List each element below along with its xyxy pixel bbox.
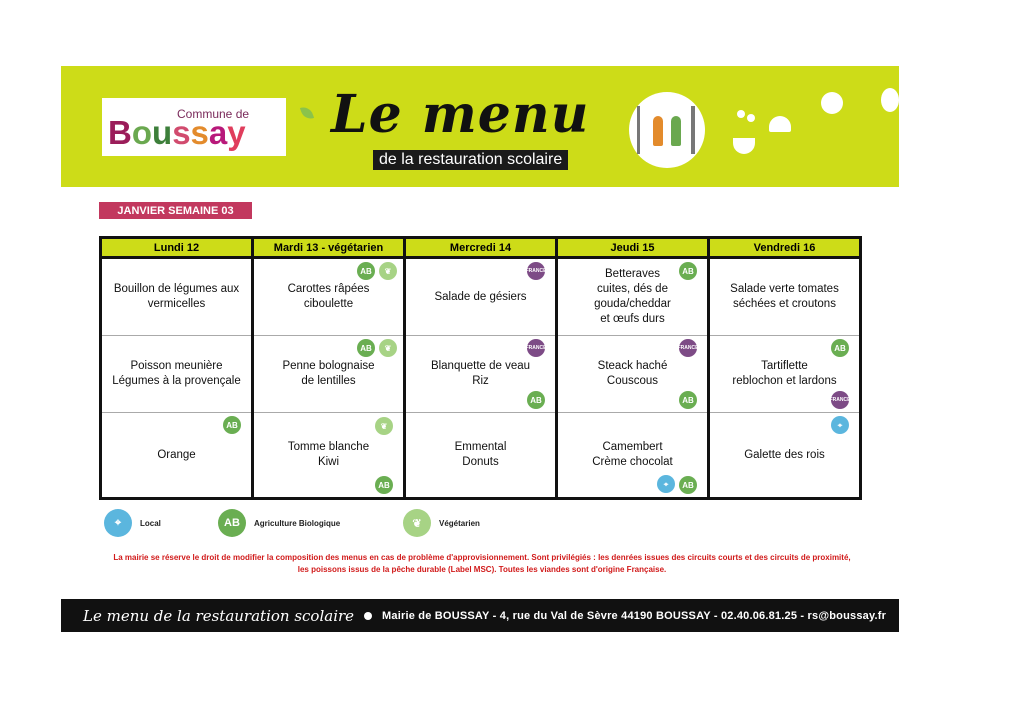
ab-label-icon: AB [218, 509, 246, 537]
ab-label-icon: AB [831, 339, 849, 357]
logo-name: Boussay [108, 114, 246, 151]
legend-local-label: Local [140, 518, 161, 528]
week-label: JANVIER SEMAINE 03 [99, 202, 252, 219]
cherry-icon [737, 110, 745, 118]
dish-line: Légumes à la provençale [112, 375, 241, 387]
dish-line: Betteraves [605, 268, 660, 280]
dish-line: Orange [157, 448, 196, 461]
menu-cell [253, 413, 405, 499]
cup-icon [733, 138, 755, 154]
dish-line: Salade de gésiers [434, 290, 527, 303]
dish-line: Tomme blanche [287, 441, 370, 453]
footer-script: Le menu de la restauration scolaire [83, 606, 355, 625]
menu-cell [557, 258, 709, 336]
day-header: Mercredi 14 [405, 238, 557, 258]
child-figure [653, 116, 663, 146]
day-header: Mardi 13 - végétarien [253, 238, 405, 258]
dish-line: Tartiflette [761, 360, 808, 372]
leaf-icon [300, 105, 314, 122]
ab-label-icon: AB [357, 262, 375, 280]
day-header: Lundi 12 [101, 238, 253, 258]
apple-icon [821, 92, 843, 114]
legend-veg-label: Végétarien [439, 518, 480, 528]
dish-line: Couscous [606, 375, 659, 387]
ab-label-icon: AB [679, 262, 697, 280]
france-label-icon: FRANCE [831, 391, 849, 409]
ab-label-icon: AB [223, 416, 241, 434]
menu-cell [253, 258, 405, 336]
menu-cell [709, 336, 861, 413]
menu-cell [405, 336, 557, 413]
dish-line: Galette des rois [744, 448, 825, 461]
menu-cell [253, 336, 405, 413]
table-row [101, 413, 861, 499]
menu-cell [101, 258, 253, 336]
day-header: Jeudi 15 [557, 238, 709, 258]
dish-line: cuites, dés de [597, 283, 668, 295]
page-subtitle: de la restauration scolaire [373, 150, 568, 170]
dish-line: Salade verte tomates [730, 283, 839, 295]
logo-commune-text: Commune de [177, 107, 250, 121]
dish-line: Riz [472, 375, 489, 387]
supply-notice: La mairie se réserve le droit de modifier la composition des menus en cas de problème d'approvisionnement. Sont privilégiés : les denrées issues des circuits courts et des circuits de proximité, les poissons issus de la pêche durable (Label MSC). Toutes les viandes sont d'origine Française. [113, 553, 851, 574]
dish-line: Donuts [462, 456, 499, 468]
knife-icon [691, 106, 695, 154]
vegetarian-leaf-icon: ❦ [375, 417, 393, 435]
pear-icon [881, 88, 899, 112]
menu-cell [405, 413, 557, 499]
cherry-icon [747, 114, 755, 122]
dish-line: vermicelles [147, 298, 206, 310]
dish-line: gouda/cheddar [594, 298, 671, 310]
location-pin-icon: ⌖ [657, 475, 675, 493]
france-label-icon: FRANCE [527, 262, 545, 280]
ab-label-icon: AB [679, 391, 697, 409]
location-pin-icon: ⌖ [831, 416, 849, 434]
table-row [101, 258, 861, 336]
dish-line: Blanquette de veau [430, 360, 531, 372]
dish-line: Emmental [454, 441, 507, 453]
footer-address: Mairie de BOUSSAY - 4, rue du Val de Sèvre 44190 BOUSSAY - 02.40.06.81.25 - rs@boussay.fr [382, 609, 887, 622]
dish-line: Bouillon de légumes aux [113, 283, 240, 295]
header-banner [61, 66, 899, 187]
menu-cell [557, 413, 709, 499]
dish-line: reblochon et lardons [732, 375, 837, 387]
dish-line: Kiwi [317, 456, 340, 468]
day-header: Vendredi 16 [709, 238, 861, 258]
ab-label-icon: AB [375, 476, 393, 494]
child-figure [671, 116, 681, 146]
france-label-icon: FRANCE [679, 339, 697, 357]
footer-bar [61, 599, 899, 632]
dish-line: Penne bolognaise [282, 360, 375, 372]
legend-bio [218, 509, 340, 537]
mushroom-icon [769, 116, 791, 132]
fork-icon [637, 106, 640, 154]
ab-label-icon: AB [679, 476, 697, 494]
menu-cell [101, 336, 253, 413]
menu-cell [101, 413, 253, 499]
dish-line: Carottes râpées [287, 283, 370, 295]
dish-line: Crème chocolat [592, 456, 673, 468]
dish-line: Poisson meunière [130, 360, 223, 372]
location-pin-icon: ⌖ [104, 509, 132, 537]
dish-line: Camembert [602, 441, 663, 453]
france-label-icon: FRANCE [527, 339, 545, 357]
vegetarian-leaf-icon: ❦ [379, 339, 397, 357]
menu-cell [405, 258, 557, 336]
ab-label-icon: AB [527, 391, 545, 409]
bullet-icon [364, 612, 372, 620]
legend-veg [403, 509, 480, 537]
dish-line: ciboulette [303, 298, 354, 310]
ab-label-icon: AB [357, 339, 375, 357]
dish-line: de lentilles [301, 375, 356, 387]
kids-illustration [629, 92, 705, 168]
dish-line: Steack haché [597, 360, 668, 372]
table-row [101, 336, 861, 413]
legend-local [104, 509, 161, 537]
dish-line: et œufs durs [600, 313, 665, 325]
page-title: Le menu [331, 84, 590, 145]
legend-bio-label: Agriculture Biologique [254, 518, 341, 528]
menu-cell [557, 336, 709, 413]
menu-cell [709, 258, 861, 336]
vegetarian-leaf-icon: ❦ [379, 262, 397, 280]
menu-cell [709, 413, 861, 499]
vegetarian-leaf-icon: ❦ [403, 509, 431, 537]
menu-table [99, 236, 862, 500]
dish-line: séchées et croutons [733, 298, 836, 310]
commune-logo [102, 98, 286, 156]
